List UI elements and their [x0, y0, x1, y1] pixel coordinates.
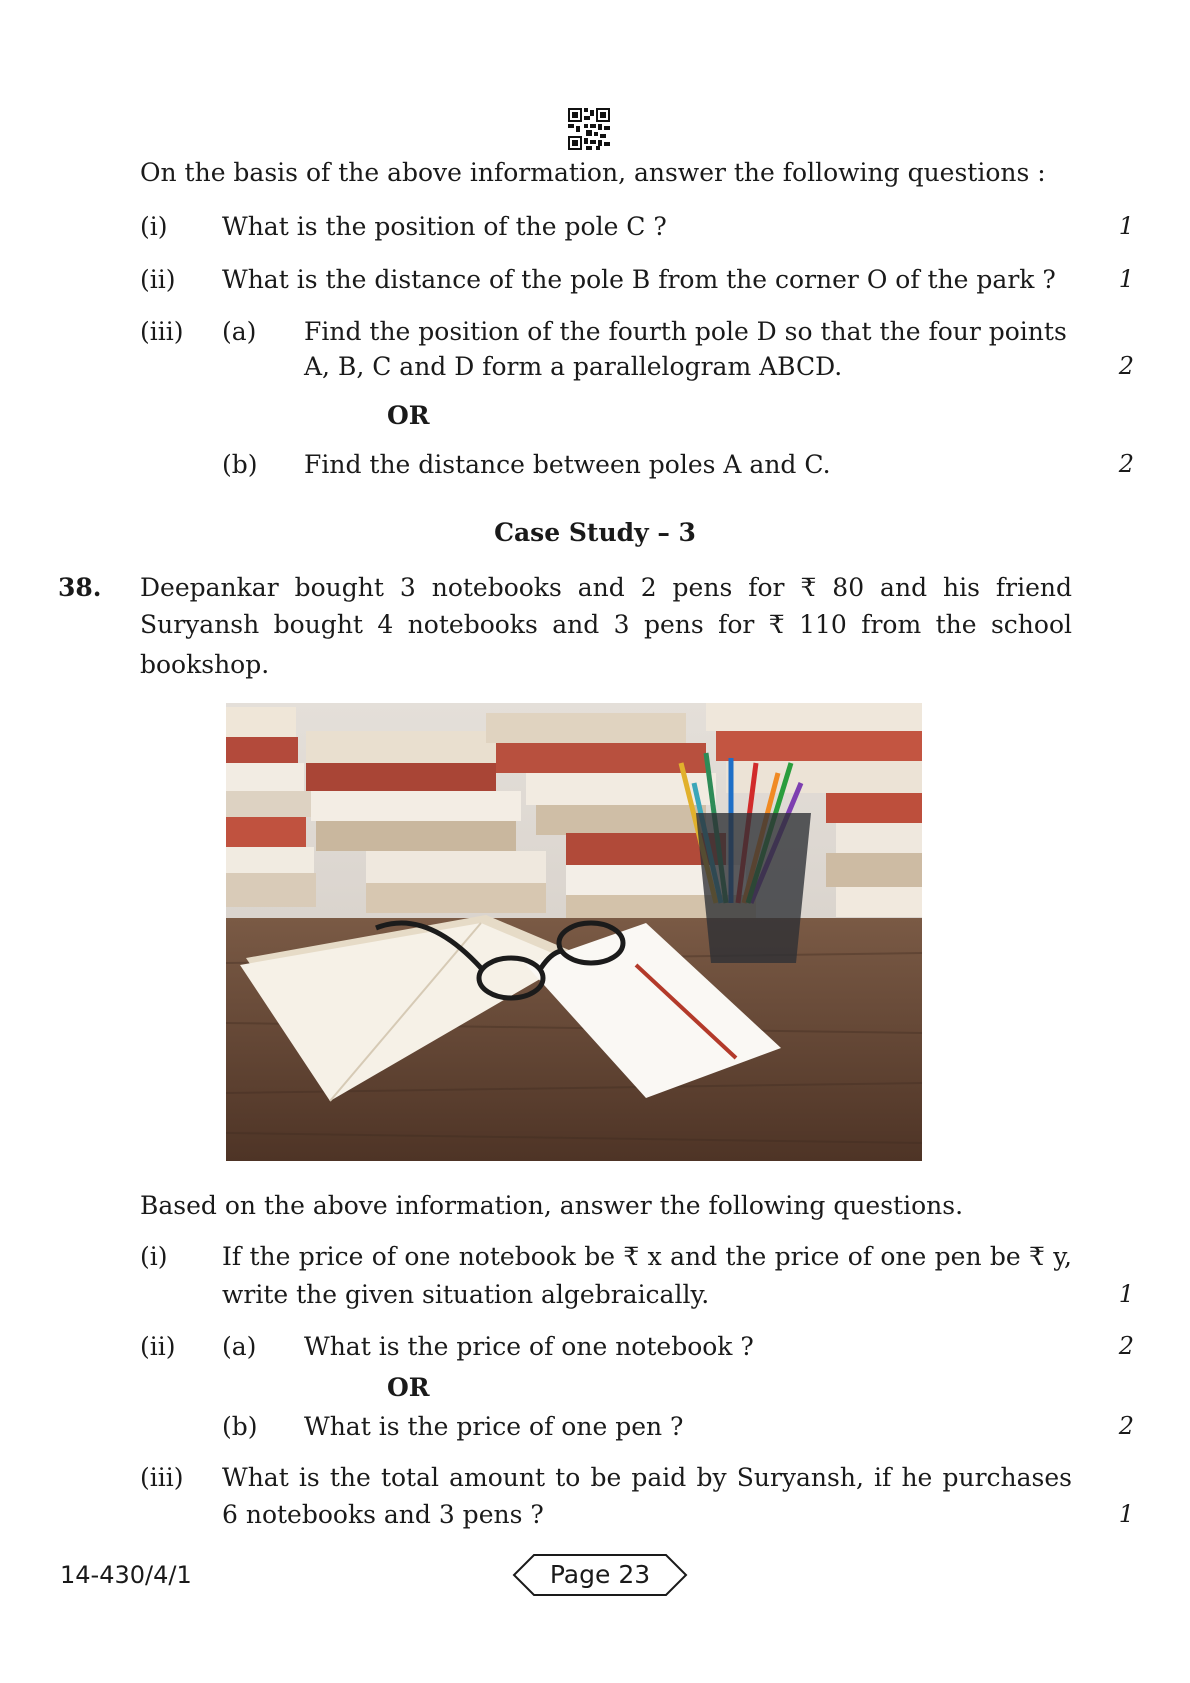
q37-iii-a-line1: Find the position of the fourth pole D so that the four points [304, 317, 1067, 346]
q37-ii-marks: 1 [1118, 265, 1134, 293]
q38-iii-line2: 6 notebooks and 3 pens ? [222, 1500, 544, 1529]
q37-iii-a-label: (a) [222, 317, 257, 346]
q37-ii-number: (ii) [140, 265, 176, 294]
q38-iii-marks: 1 [1118, 1500, 1134, 1528]
q38-i-marks: 1 [1118, 1280, 1134, 1308]
q38-line1: Deepankar bought 3 notebooks and 2 pens for ₹ 80 and his friend [140, 573, 1072, 602]
q37-or: OR [387, 401, 430, 430]
q38-ii-b-label: (b) [222, 1412, 258, 1441]
q37-ii-text: What is the distance of the pole B from the corner O of the park ? [222, 265, 1056, 294]
q37-iii-number: (iii) [140, 317, 184, 346]
q37-iii-a-marks: 2 [1118, 352, 1134, 380]
case-study-title: Case Study – 3 [494, 518, 696, 547]
page-number: Page 23 [549, 1560, 651, 1589]
q38-ii-a-text: What is the price of one notebook ? [304, 1332, 754, 1361]
q37-iii-b-text: Find the distance between poles A and C. [304, 450, 831, 479]
q38-i-line1: If the price of one notebook be ₹ x and the price of one pen be ₹ y, [222, 1242, 1072, 1271]
q38-ii-b-text: What is the price of one pen ? [304, 1412, 684, 1441]
q38-ii-number: (ii) [140, 1332, 176, 1361]
q38-line2: Suryansh bought 4 notebooks and 3 pens for ₹ 110 from the school [140, 610, 1072, 639]
q37-iii-b-label: (b) [222, 450, 258, 479]
q38-iii-number: (iii) [140, 1463, 184, 1492]
q37-i-number: (i) [140, 212, 168, 241]
q38-ii-a-label: (a) [222, 1332, 257, 1361]
q38-based-text: Based on the above information, answer the following questions. [140, 1191, 964, 1220]
q38-number: 38. [58, 573, 102, 602]
q38-or: OR [387, 1373, 430, 1402]
q37-i-marks: 1 [1118, 212, 1134, 240]
q38-iii-line1: What is the total amount to be paid by Suryansh, if he purchases [222, 1463, 1072, 1492]
paper-code: 14-430/4/1 [60, 1561, 192, 1589]
q38-ii-a-marks: 2 [1118, 1332, 1134, 1360]
qr-code-icon [568, 108, 610, 150]
q38-i-number: (i) [140, 1242, 168, 1271]
q38-ii-b-marks: 2 [1118, 1412, 1134, 1440]
books-desk-photo [226, 703, 922, 1161]
page-number-badge [512, 1553, 688, 1597]
q37-iii-a-line2: A, B, C and D form a parallelogram ABCD. [304, 352, 843, 381]
intro-text: On the basis of the above information, answer the following questions : [140, 158, 1046, 187]
q38-i-line2: write the given situation algebraically. [222, 1280, 710, 1309]
q37-iii-b-marks: 2 [1118, 450, 1134, 478]
q38-line3: bookshop. [140, 650, 270, 679]
q37-i-text: What is the position of the pole C ? [222, 212, 667, 241]
